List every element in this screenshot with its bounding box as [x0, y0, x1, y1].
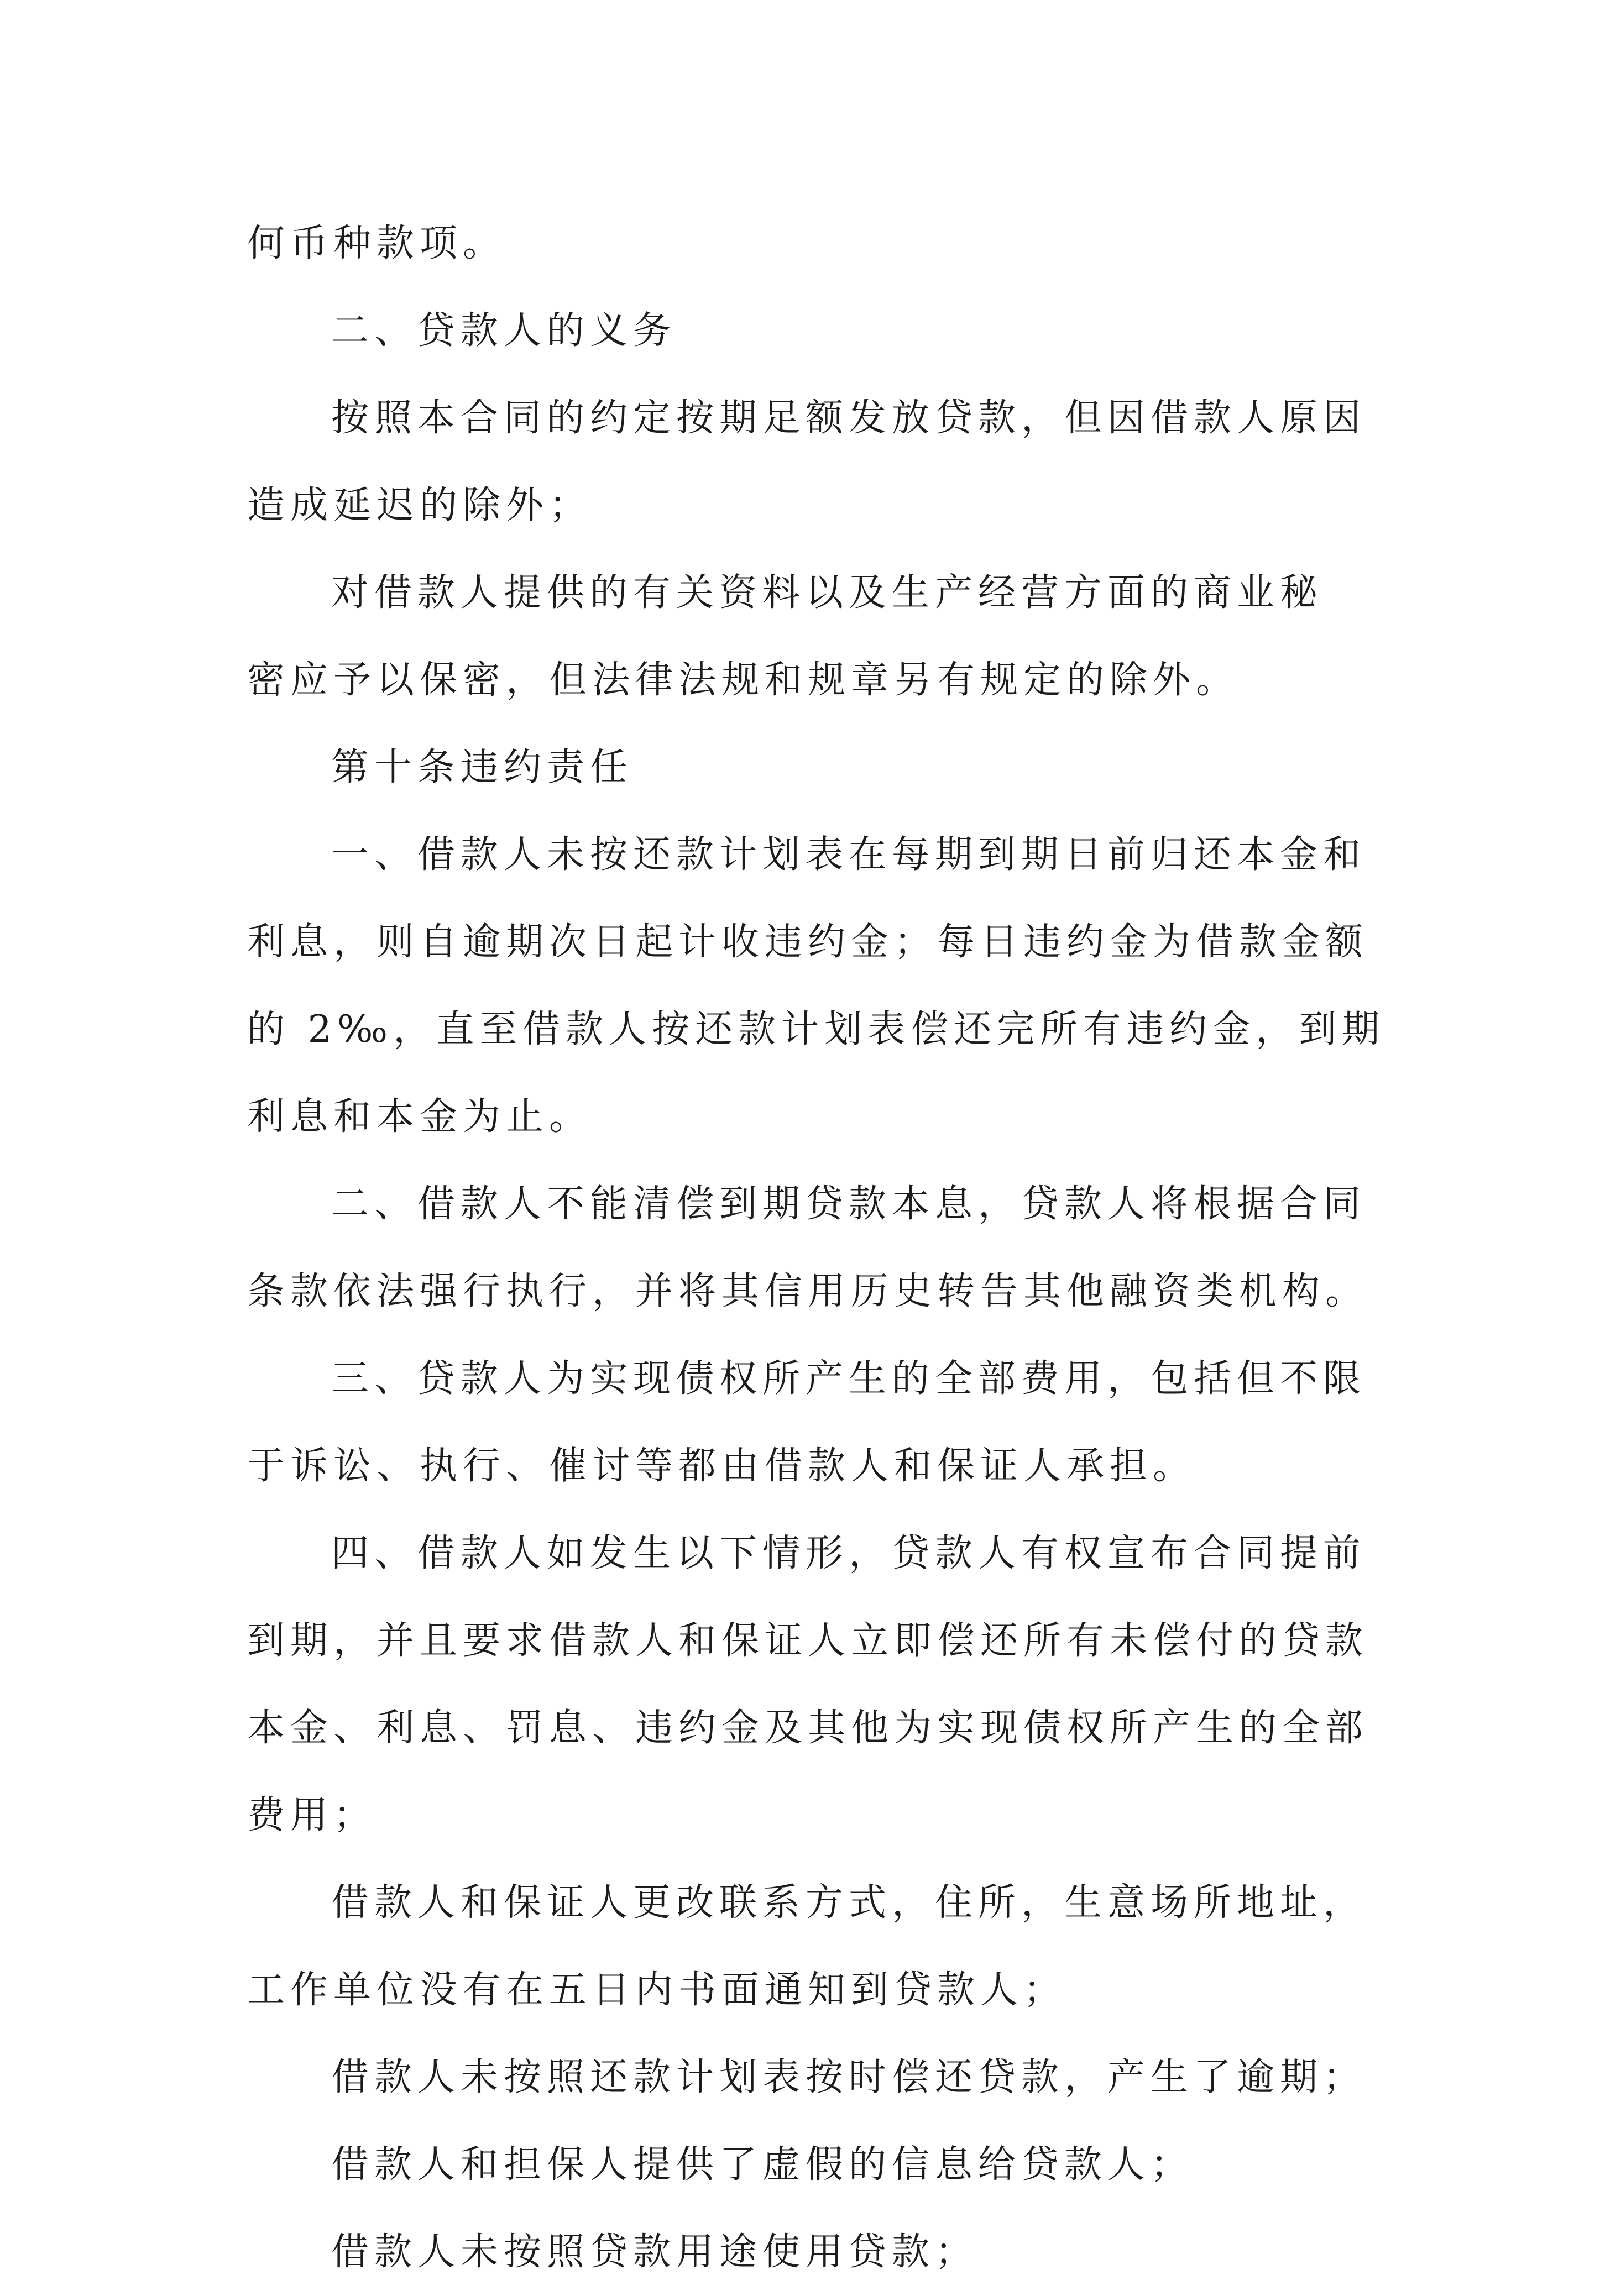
text-line: 利息和本金为止。: [247, 1095, 593, 1139]
text-line: 三、贷款人为实现债权所产生的全部费用，包括但不限: [331, 1357, 1367, 1401]
text-line: 费用；: [247, 1794, 377, 1837]
text-line: 借款人和保证人更改联系方式，住所，生意场所地址，: [331, 1881, 1367, 1925]
text-line: 于诉讼、执行、催讨等都由借款人和保证人承担。: [247, 1444, 1196, 1488]
text-line: 按照本合同的约定按期足额发放贷款，但因借款人原因: [331, 396, 1367, 440]
document-body: [247, 200, 1385, 2296]
text-line: 密应予以保密，但法律法规和规章另有规定的除外。: [247, 658, 1240, 702]
text-line: 利息，则自逾期次日起计收违约金；每日违约金为借款金额: [247, 920, 1369, 964]
text-line: 到期，并且要求借款人和保证人立即偿还所有未偿付的贷款: [247, 1619, 1369, 1663]
text-line: 对借款人提供的有关资料以及生产经营方面的商业秘: [331, 571, 1324, 615]
text-line: 借款人未按照贷款用途使用贷款；: [331, 2230, 979, 2274]
text-line: 一、借款人未按还款计划表在每期到期日前归还本金和: [331, 833, 1367, 877]
text-line: 的 2‰，直至借款人按还款计划表偿还完所有违约金，到期: [247, 1008, 1385, 1051]
text-line: 条款依法强行执行，并将其信用历史转告其他融资类机构。: [247, 1270, 1369, 1313]
text-line: 本金、利息、罚息、违约金及其他为实现债权所产生的全部: [247, 1706, 1369, 1750]
text-line: 二、借款人不能清偿到期贷款本息，贷款人将根据合同: [331, 1182, 1367, 1226]
text-line: 工作单位没有在五日内书面通知到贷款人；: [247, 1968, 1067, 2012]
text-line: 造成延迟的除外；: [247, 484, 593, 527]
text-line: 四、借款人如发生以下情形，贷款人有权宣布合同提前: [331, 1532, 1367, 1575]
article-heading: 第十条违约责任: [331, 746, 634, 789]
text-line: 借款人和担保人提供了虚假的信息给贷款人；: [331, 2143, 1194, 2187]
section-heading: 二、贷款人的义务: [331, 309, 677, 353]
text-line: 何币种款项。: [247, 222, 506, 265]
text-line: 借款人未按照还款计划表按时偿还贷款，产生了逾期；: [331, 2056, 1367, 2099]
